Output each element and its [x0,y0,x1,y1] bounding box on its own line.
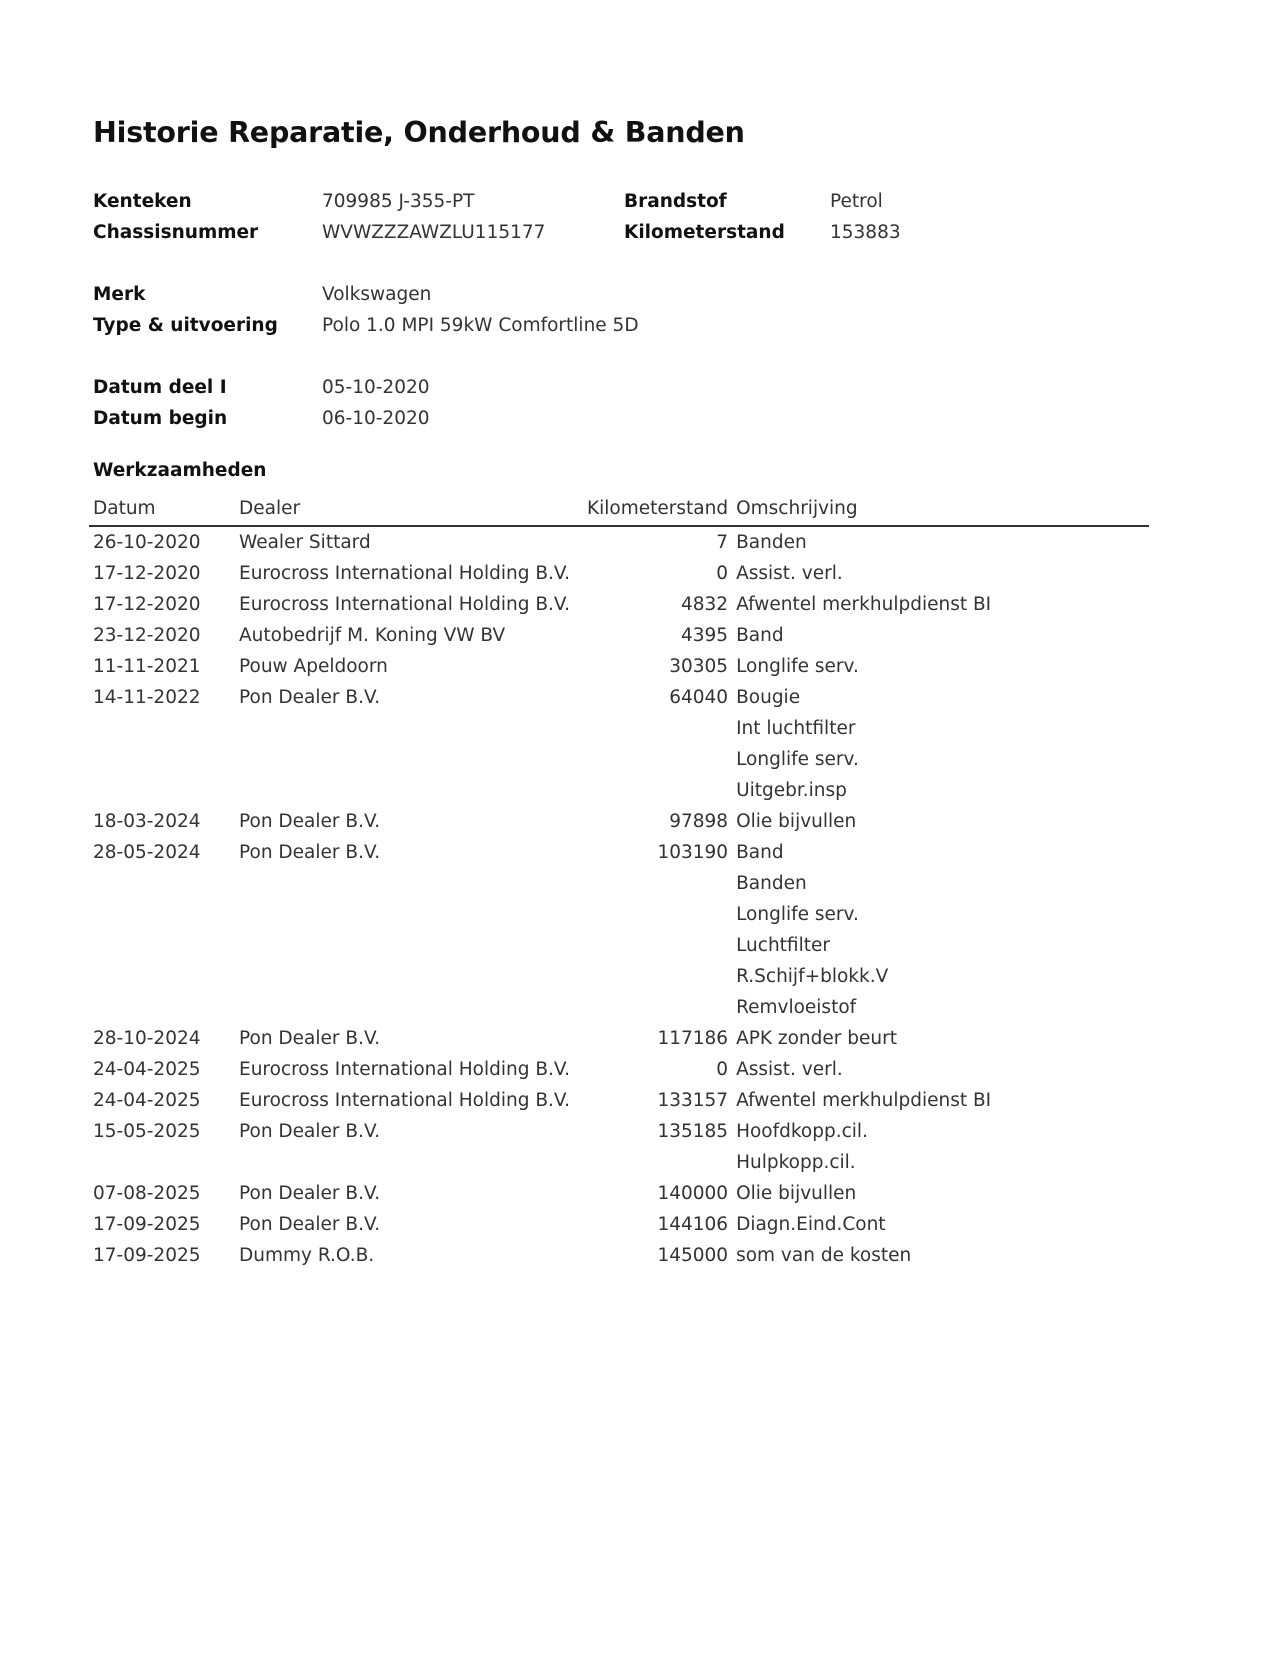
cell-kilometerstand: 64040 [669,687,729,708]
page-title: Historie Reparatie, Onderhoud & Banden [93,116,745,149]
cell-kilometerstand: 103190 [657,842,729,863]
cell-kilometerstand: 97898 [669,811,729,832]
cell-datum: 28-05-2024 [93,842,201,863]
omschrijving-item: Afwentel merkhulpdienst BI [736,594,992,615]
table-row [89,1209,1149,1240]
cell-datum: 23-12-2020 [93,625,201,646]
cell-dealer: Pon Dealer B.V. [239,811,381,832]
cell-datum: 17-12-2020 [93,594,201,615]
cell-omschrijving [732,620,1149,651]
cell-dealer: Eurocross International Holding B.V. [239,1090,571,1111]
omschrijving-item: Afwentel merkhulpdienst BI [736,1090,992,1111]
table-row [89,837,1149,1023]
omschrijving-item: Band [736,842,784,863]
werkzaamheden-table [89,495,1149,1271]
cell-omschrijving [732,1054,1149,1085]
omschrijving-item: Longlife serv. [736,904,859,925]
cell-kilometerstand: 7 [716,532,729,553]
cell-omschrijving [732,558,1149,589]
omschrijving-item: Longlife serv. [736,656,859,677]
kilometerstand-label: Kilometerstand [624,222,785,243]
cell-kilometerstand: 133157 [657,1090,729,1111]
cell-datum: 17-09-2025 [93,1245,201,1266]
omschrijving-item: Assist. verl. [736,1059,843,1080]
omschrijving-item: Banden [736,532,807,553]
merk-value: Volkswagen [322,284,432,305]
type-value: Polo 1.0 MPI 59kW Comfortline 5D [322,315,639,336]
cell-dealer: Wealer Sittard [239,532,371,553]
table-row [89,558,1149,589]
cell-kilometerstand: 117186 [657,1028,729,1049]
column-header-dealer: Dealer [235,495,583,526]
omschrijving-item: som van de kosten [736,1245,912,1266]
merk-label: Merk [93,284,146,305]
werkzaamheden-title: Werkzaamheden [93,460,267,481]
omschrijving-item: Assist. verl. [736,563,843,584]
cell-kilometerstand: 140000 [657,1183,729,1204]
cell-kilometerstand: 0 [716,1059,729,1080]
cell-omschrijving [732,589,1149,620]
cell-dealer: Eurocross International Holding B.V. [239,1059,571,1080]
cell-datum: 24-04-2025 [93,1059,201,1080]
omschrijving-item: Longlife serv. [736,749,859,770]
cell-kilometerstand: 144106 [657,1214,729,1235]
kenteken-label: Kenteken [93,191,192,212]
omschrijving-item: Banden [736,873,807,894]
cell-dealer: Pouw Apeldoorn [239,656,388,677]
table-row [89,651,1149,682]
cell-dealer: Pon Dealer B.V. [239,842,381,863]
cell-kilometerstand: 145000 [657,1245,729,1266]
kenteken-value: 709985 J-355-PT [322,191,475,212]
cell-omschrijving [732,526,1149,558]
table-row [89,806,1149,837]
omschrijving-item: Int luchtfilter [736,718,856,739]
cell-kilometerstand: 135185 [657,1121,729,1142]
column-header-kilometerstand: Kilometerstand [583,495,732,526]
cell-omschrijving [732,1240,1149,1271]
omschrijving-item: Hoofdkopp.cil. [736,1121,868,1142]
table-row [89,620,1149,651]
vehicle-id-block [93,186,1093,248]
cell-dealer: Autobedrijf M. Koning VW BV [239,625,506,646]
cell-datum: 28-10-2024 [93,1028,201,1049]
cell-datum: 26-10-2020 [93,532,201,553]
table-row [89,1116,1149,1178]
omschrijving-item: Luchtfilter [736,935,830,956]
cell-dealer: Eurocross International Holding B.V. [239,594,571,615]
cell-omschrijving [732,1116,1149,1178]
omschrijving-item: Bougie [736,687,801,708]
cell-dealer: Pon Dealer B.V. [239,1214,381,1235]
cell-datum: 14-11-2022 [93,687,201,708]
omschrijving-item: Olie bijvullen [736,1183,857,1204]
table-row [89,1023,1149,1054]
kilometerstand-value: 153883 [830,222,901,243]
chassis-label: Chassisnummer [93,222,259,243]
omschrijving-item: Band [736,625,784,646]
cell-omschrijving [732,651,1149,682]
cell-dealer: Eurocross International Holding B.V. [239,563,571,584]
omschrijving-item: Olie bijvullen [736,811,857,832]
cell-omschrijving [732,682,1149,806]
omschrijving-item: APK zonder beurt [736,1028,897,1049]
brandstof-label: Brandstof [624,191,727,212]
table-row [89,682,1149,806]
table-row [89,1178,1149,1209]
datum-deel-label: Datum deel I [93,377,227,398]
table-row [89,1085,1149,1116]
cell-kilometerstand: 0 [716,563,729,584]
chassis-value: WVWZZZAWZLU115177 [322,222,546,243]
column-header-omschrijving: Omschrijving [732,495,1149,526]
cell-omschrijving [732,1178,1149,1209]
cell-datum: 17-12-2020 [93,563,201,584]
cell-datum: 11-11-2021 [93,656,201,677]
cell-dealer: Dummy R.O.B. [239,1245,375,1266]
table-row [89,526,1149,558]
cell-datum: 15-05-2025 [93,1121,201,1142]
cell-kilometerstand: 4832 [680,594,729,615]
type-label: Type & uitvoering [93,315,278,336]
table-body [89,526,1149,1271]
omschrijving-item: Diagn.Eind.Cont [736,1214,886,1235]
cell-datum: 24-04-2025 [93,1090,201,1111]
omschrijving-item: Uitgebr.insp [736,780,847,801]
cell-dealer: Pon Dealer B.V. [239,1028,381,1049]
brandstof-value: Petrol [830,191,883,212]
cell-datum: 17-09-2025 [93,1214,201,1235]
cell-omschrijving [732,1209,1149,1240]
cell-datum: 18-03-2024 [93,811,201,832]
cell-dealer: Pon Dealer B.V. [239,1121,381,1142]
table-header-row [89,495,1149,526]
omschrijving-item: Remvloeistof [736,997,857,1018]
datum-begin-label: Datum begin [93,408,228,429]
omschrijving-item: R.Schijf+blokk.V [736,966,889,987]
cell-kilometerstand: 4395 [680,625,729,646]
datum-deel-value: 05-10-2020 [322,377,430,398]
table-row [89,1240,1149,1271]
column-header-datum: Datum [89,495,235,526]
vehicle-dates-block [93,372,1093,434]
datum-begin-value: 06-10-2020 [322,408,430,429]
table-row [89,1054,1149,1085]
table-row [89,589,1149,620]
cell-dealer: Pon Dealer B.V. [239,1183,381,1204]
cell-omschrijving [732,837,1149,1023]
vehicle-model-block [93,279,1093,341]
omschrijving-item: Hulpkopp.cil. [736,1152,856,1173]
cell-kilometerstand: 30305 [669,656,729,677]
cell-datum: 07-08-2025 [93,1183,201,1204]
cell-omschrijving [732,1023,1149,1054]
cell-omschrijving [732,806,1149,837]
cell-dealer: Pon Dealer B.V. [239,687,381,708]
cell-omschrijving [732,1085,1149,1116]
